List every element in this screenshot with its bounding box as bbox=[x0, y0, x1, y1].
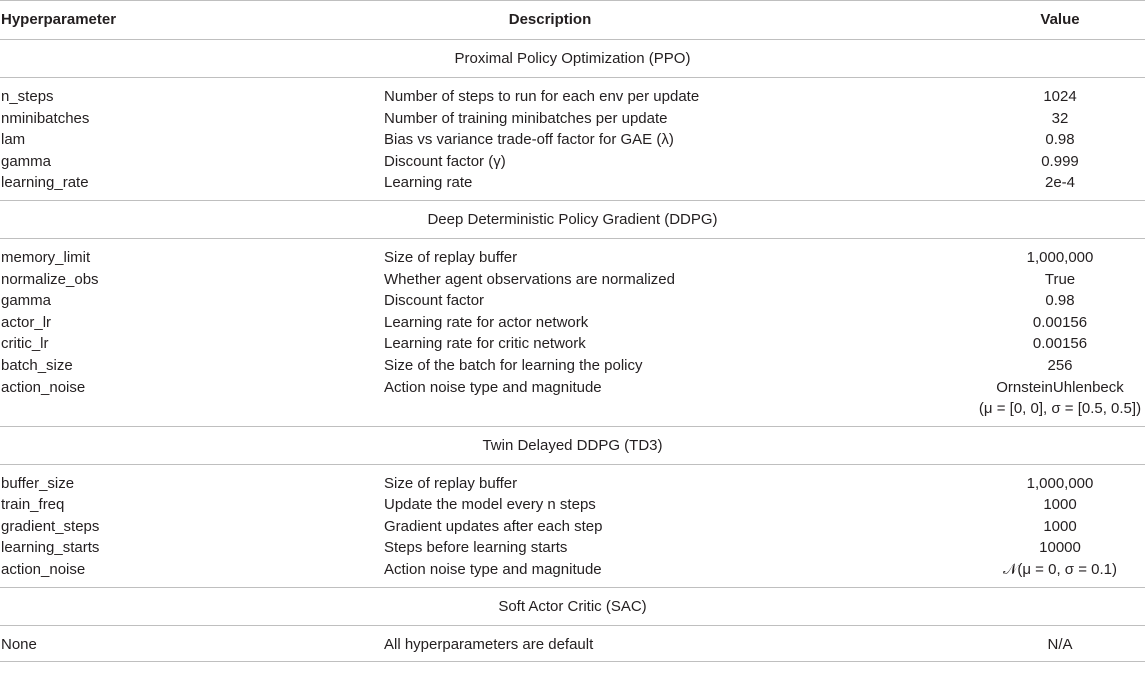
value-cell: True bbox=[1044, 270, 1076, 288]
desc-cell: Bias vs variance trade-off factor for GAE (λ) bbox=[384, 131, 674, 149]
value-cell: 0.98 bbox=[1045, 292, 1075, 310]
table-row bbox=[0, 516, 1145, 538]
section-rows-ppo bbox=[0, 78, 1145, 200]
value-cell: 0.00156 bbox=[1032, 335, 1088, 353]
param-cell: batch_size bbox=[1, 356, 73, 374]
desc-cell: Whether agent observations are normalized bbox=[384, 270, 675, 288]
desc-cell: Number of steps to run for each env per update bbox=[384, 88, 700, 105]
table-row bbox=[0, 312, 1145, 334]
value-cell: 2e-4 bbox=[1044, 174, 1076, 192]
param-cell: normalize_obs bbox=[1, 270, 99, 288]
value-cell: 1024 bbox=[1043, 88, 1077, 105]
desc-cell: Gradient updates after each step bbox=[384, 517, 603, 535]
param-cell: learning_starts bbox=[1, 539, 100, 557]
desc-cell: Steps before learning starts bbox=[384, 539, 568, 557]
param-cell: memory_limit bbox=[1, 248, 91, 266]
table-row bbox=[0, 333, 1145, 355]
section-title-td3: Twin Delayed DDPG (TD3) bbox=[0, 426, 1145, 465]
table-row bbox=[0, 377, 1145, 420]
value-cell: 32 bbox=[1051, 109, 1069, 127]
desc-cell: Size of replay buffer bbox=[384, 248, 518, 266]
param-cell: gradient_steps bbox=[1, 517, 100, 535]
value-cell: 0.98 bbox=[1045, 131, 1075, 149]
table-row bbox=[0, 494, 1145, 516]
param-cell: gamma bbox=[1, 292, 52, 310]
section-rows-sac bbox=[0, 626, 1145, 662]
table-header bbox=[0, 0, 1145, 39]
table-row bbox=[0, 537, 1145, 559]
value-cell: N/A bbox=[1047, 635, 1073, 653]
table-row bbox=[0, 269, 1145, 291]
value-cell: 0.00156 bbox=[1032, 313, 1088, 331]
value-cell: 1000 bbox=[1043, 496, 1077, 514]
param-cell: action_noise bbox=[1, 378, 86, 396]
value-cell: 0.999 bbox=[1041, 152, 1079, 170]
value-line-1: OrnsteinUhlenbeck bbox=[996, 378, 1124, 396]
desc-cell: Learning rate bbox=[384, 174, 473, 192]
value-cell: 256 bbox=[1047, 356, 1073, 374]
param-cell: lam bbox=[1, 131, 26, 149]
value-cell: 1,000,000 bbox=[1026, 474, 1094, 492]
header-value: Value bbox=[1040, 11, 1080, 28]
section-rows-td3 bbox=[0, 465, 1145, 587]
desc-cell: Size of the batch for learning the policy bbox=[384, 356, 643, 374]
param-cell: critic_lr bbox=[1, 335, 49, 353]
desc-cell: Learning rate for actor network bbox=[384, 313, 589, 331]
header-hyperparameter: Hyperparameter bbox=[1, 11, 117, 28]
desc-cell: Action noise type and magnitude bbox=[384, 560, 602, 578]
value-cell: 𝒩(μ = 0, σ = 0.1) bbox=[1003, 560, 1117, 578]
table-row bbox=[0, 86, 1145, 108]
desc-cell: All hyperparameters are default bbox=[384, 635, 594, 653]
param-cell: actor_lr bbox=[1, 313, 52, 331]
section-title-sac: Soft Actor Critic (SAC) bbox=[0, 587, 1145, 626]
param-cell: learning_rate bbox=[1, 174, 89, 192]
section-title-ddpg: Deep Deterministic Policy Gradient (DDPG) bbox=[0, 200, 1145, 239]
section-title-ppo: Proximal Policy Optimization (PPO) bbox=[0, 39, 1145, 78]
table-row bbox=[0, 247, 1145, 269]
desc-cell: Number of training minibatches per update bbox=[384, 109, 668, 127]
table-row bbox=[0, 129, 1145, 151]
param-cell: gamma bbox=[1, 152, 52, 170]
table-row bbox=[0, 172, 1145, 194]
desc-cell: Learning rate for critic network bbox=[384, 335, 586, 353]
desc-cell: Discount factor bbox=[384, 292, 485, 310]
value-line-2: (μ = [0, 0], σ = [0.5, 0.5]) bbox=[978, 400, 1142, 418]
param-cell: nminibatches bbox=[1, 109, 90, 127]
table-bottom-rule bbox=[0, 661, 1145, 662]
table-row bbox=[0, 473, 1145, 495]
desc-cell: Size of replay buffer bbox=[384, 474, 518, 492]
desc-cell: Update the model every n steps bbox=[384, 496, 596, 514]
value-cell: 1,000,000 bbox=[1026, 248, 1094, 266]
table-row bbox=[0, 108, 1145, 130]
table-row bbox=[0, 151, 1145, 173]
param-cell: n_steps bbox=[1, 88, 54, 105]
value-cell bbox=[960, 377, 1145, 420]
param-cell: None bbox=[1, 635, 37, 653]
desc-cell: Discount factor (γ) bbox=[384, 152, 506, 170]
table-row bbox=[0, 355, 1145, 377]
desc-cell: Action noise type and magnitude bbox=[384, 378, 602, 396]
table-row bbox=[0, 559, 1145, 581]
section-rows-ddpg bbox=[0, 239, 1145, 426]
value-cell: 1000 bbox=[1043, 517, 1077, 535]
table-row bbox=[0, 634, 1145, 656]
param-cell: buffer_size bbox=[1, 474, 75, 492]
param-cell: action_noise bbox=[1, 560, 86, 578]
value-cell: 10000 bbox=[1039, 539, 1081, 557]
table-row bbox=[0, 290, 1145, 312]
header-description: Description bbox=[508, 11, 592, 28]
param-cell: train_freq bbox=[1, 496, 65, 514]
